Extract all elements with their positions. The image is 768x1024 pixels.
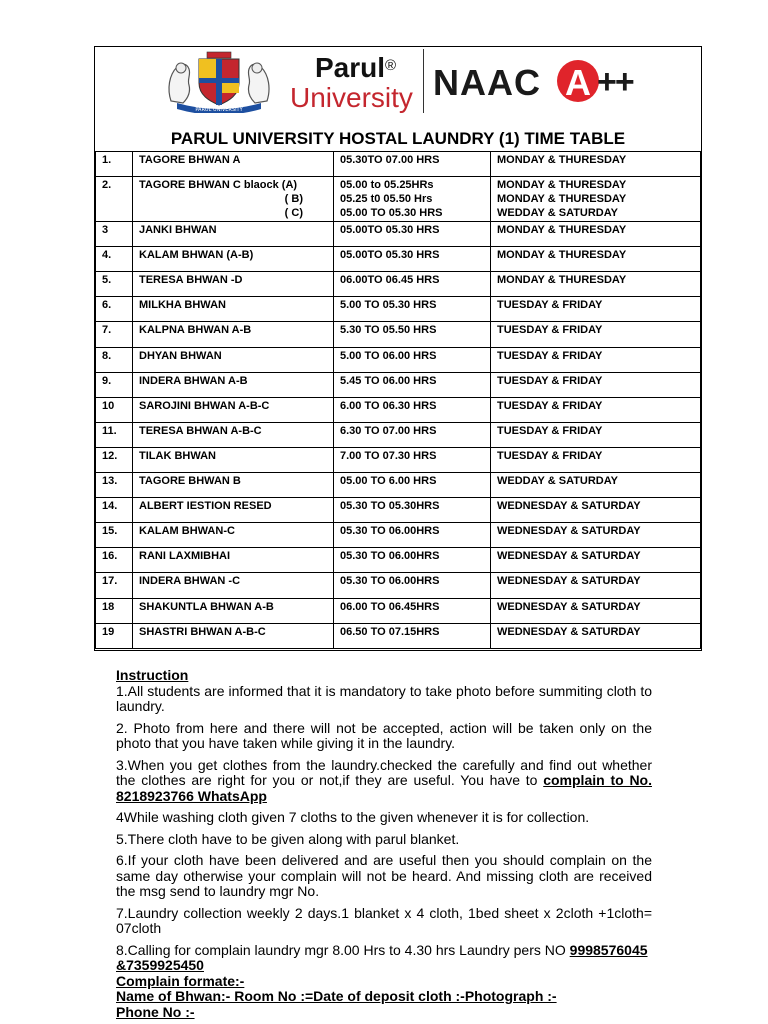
days-cell: TUESDAY & FRIDAY (491, 297, 701, 322)
days-cell: TUESDAY & FRIDAY (491, 422, 701, 447)
instruction-3: 3.When you get clothes from the laundry.checked the carefully and find out whether the clothes are right for you or not,if they are useful. You have to complain to No. 8218923766 WhatsApp (116, 756, 652, 804)
brand-wordmark (289, 51, 419, 113)
serial-cell: 7. (96, 322, 133, 347)
days-cell: WEDNESDAY & SATURDAY (491, 548, 701, 573)
serial-cell: 6. (96, 297, 133, 322)
days-cell: WEDNESDAY & SATURDAY (491, 523, 701, 548)
svg-text:PARUL UNIVERSITY: PARUL UNIVERSITY (195, 107, 243, 113)
bhwan-cell: SHASTRI BHWAN A-B-C (133, 623, 334, 648)
table-row (96, 422, 701, 447)
table-row (96, 247, 701, 272)
bhwan-cell: TAGORE BHWAN C blaock (A) ( B) ( C) (133, 177, 334, 222)
time-cell: 05.30 TO 05.30HRS (334, 498, 491, 523)
table-row (96, 573, 701, 598)
time-cell: 06.00TO 06.45 HRS (334, 272, 491, 297)
bhwan-cell: ALBERT IESTION RESED (133, 498, 334, 523)
bhwan-cell: DHYAN BHWAN (133, 347, 334, 372)
serial-cell: 13. (96, 473, 133, 498)
time-cell: 6.00 TO 06.30 HRS (334, 397, 491, 422)
naac-logo (433, 55, 643, 107)
table-row (96, 623, 701, 648)
brand-name: Parul® (315, 52, 397, 83)
table-row (96, 473, 701, 498)
table-row (96, 347, 701, 372)
laundry-timetable (95, 151, 701, 649)
instruction-2: 2. Photo from here and there will not be accepted, action will be taken only on the photo that you have taken while giving it in the laundry. (116, 719, 652, 751)
table-row (96, 447, 701, 472)
bhwan-cell: JANKI BHWAN (133, 222, 334, 247)
bhwan-cell: KALAM BHWAN (A-B) (133, 247, 334, 272)
whatsapp-complaint-number: complain to No. 8218923766 WhatsApp (116, 772, 652, 804)
days-cell: MONDAY & THURESDAY (491, 222, 701, 247)
time-cell: 05.30 TO 06.00HRS (334, 548, 491, 573)
table-row (96, 322, 701, 347)
time-cell: 6.30 TO 07.00 HRS (334, 422, 491, 447)
bhwan-cell: MILKHA BHWAN (133, 297, 334, 322)
complaint-format-heading: Complain formate:- (116, 972, 245, 989)
time-cell: 05.00TO 05.30 HRS (334, 222, 491, 247)
serial-cell: 3 (96, 222, 133, 247)
days-cell: WEDDAY & SATURDAY (491, 473, 701, 498)
header-divider (423, 49, 424, 113)
instruction-1: 1.All students are informed that it is mandatory to take photo before summiting cloth to laundry. (116, 682, 652, 714)
serial-cell: 19 (96, 623, 133, 648)
complaint-format-line: Name of Bhwan:- Room No :=Date of deposit cloth :-Photograph :- (116, 988, 557, 1004)
days-cell: TUESDAY & FRIDAY (491, 372, 701, 397)
bhwan-cell: TERESA BHWAN A-B-C (133, 422, 334, 447)
time-cell: 05.00TO 05.30 HRS (334, 247, 491, 272)
bhwan-cell: KALPNA BHWAN A-B (133, 322, 334, 347)
instructions-section (116, 668, 652, 1020)
days-cell: MONDAY & THURESDAY MONDAY & THURESDAY WEDDAY & SATURDAY (491, 177, 701, 222)
bhwan-cell: SHAKUNTLA BHWAN A-B (133, 598, 334, 623)
serial-cell: 1. (96, 152, 133, 177)
time-cell: 05.00 TO 6.00 HRS (334, 473, 491, 498)
instructions-heading: Instruction (116, 667, 189, 683)
days-cell: TUESDAY & FRIDAY (491, 447, 701, 472)
instruction-7: 7.Laundry collection weekly 2 days.1 blanket x 4 cloth, 1bed sheet x 2cloth +1cloth= 07cloth (116, 904, 652, 936)
table-row (96, 222, 701, 247)
serial-cell: 2. (96, 177, 133, 222)
table-row (96, 498, 701, 523)
letterhead (95, 47, 701, 151)
days-cell: MONDAY & THURESDAY (491, 247, 701, 272)
bhwan-cell: SAROJINI BHWAN A-B-C (133, 397, 334, 422)
time-cell: 5.45 TO 06.00 HRS (334, 372, 491, 397)
time-cell: 05.30 TO 06.00HRS (334, 523, 491, 548)
svg-text:A: A (565, 62, 591, 103)
brand-subtitle: University (290, 82, 413, 113)
naac-text: NAAC (433, 62, 541, 103)
table-row (96, 397, 701, 422)
instruction-5: 5.There cloth have to be given along with parul blanket. (116, 830, 460, 847)
bhwan-cell: TAGORE BHWAN A (133, 152, 334, 177)
serial-cell: 14. (96, 498, 133, 523)
serial-cell: 8. (96, 347, 133, 372)
serial-cell: 5. (96, 272, 133, 297)
days-cell: MONDAY & THURESDAY (491, 152, 701, 177)
university-crest-logo (163, 49, 275, 113)
serial-cell: 11. (96, 422, 133, 447)
time-cell: 05.30TO 07.00 HRS (334, 152, 491, 177)
bhwan-cell: INDERA BHWAN -C (133, 573, 334, 598)
serial-cell: 9. (96, 372, 133, 397)
serial-cell: 12. (96, 447, 133, 472)
complaint-phone-line: Phone No :- (116, 1003, 195, 1020)
page-title: PARUL UNIVERSITY HOSTAL LAUNDRY (1) TIME TABLE (170, 129, 626, 148)
time-cell: 06.50 TO 07.15HRS (334, 623, 491, 648)
serial-cell: 10 (96, 397, 133, 422)
days-cell: WEDNESDAY & SATURDAY (491, 498, 701, 523)
instruction-6: 6.If your cloth have been delivered and are useful then you should complain on the same day otherwise your complain will not be heard. And missing cloth are received the msg send to laundry mgr No. (116, 852, 652, 899)
time-cell: 7.00 TO 07.30 HRS (334, 447, 491, 472)
table-row (96, 272, 701, 297)
table-row (96, 177, 701, 222)
time-cell: 06.00 TO 06.45HRS (334, 598, 491, 623)
serial-cell: 18 (96, 598, 133, 623)
time-cell: 5.30 TO 05.50 HRS (334, 322, 491, 347)
table-row (96, 598, 701, 623)
bhwan-cell: TERESA BHWAN -D (133, 272, 334, 297)
time-cell: 5.00 TO 05.30 HRS (334, 297, 491, 322)
bhwan-cell: INDERA BHWAN A-B (133, 372, 334, 397)
laundry-phone-2: &7359925450 (116, 957, 204, 973)
bhwan-cell: TAGORE BHWAN B (133, 473, 334, 498)
days-cell: TUESDAY & FRIDAY (491, 397, 701, 422)
time-cell: 5.00 TO 06.00 HRS (334, 347, 491, 372)
time-cell: 05.00 to 05.25HRs 05.25 t0 05.50 Hrs 05.00 TO 05.30 HRS (334, 177, 491, 222)
table-row (96, 523, 701, 548)
table-row (96, 372, 701, 397)
days-cell: TUESDAY & FRIDAY (491, 322, 701, 347)
days-cell: TUESDAY & FRIDAY (491, 347, 701, 372)
table-row (96, 297, 701, 322)
days-cell: WEDNESDAY & SATURDAY (491, 623, 701, 648)
days-cell: WEDNESDAY & SATURDAY (491, 573, 701, 598)
time-cell: 05.30 TO 06.00HRS (334, 573, 491, 598)
instruction-4: 4While washing cloth given 7 cloths to the given whenever it is for collection. (116, 809, 590, 825)
table-row (96, 152, 701, 177)
serial-cell: 15. (96, 523, 133, 548)
serial-cell: 17. (96, 573, 133, 598)
bhwan-cell: KALAM BHWAN-C (133, 523, 334, 548)
bhwan-cell: RANI LAXMIBHAI (133, 548, 334, 573)
serial-cell: 4. (96, 247, 133, 272)
document-frame (94, 46, 702, 651)
table-row (96, 548, 701, 573)
instruction-8: 8.Calling for complain laundry mgr 8.00 Hrs to 4.30 hrs Laundry pers NO 9998576045 &7359925450 (116, 941, 648, 973)
bhwan-cell: TILAK BHWAN (133, 447, 334, 472)
days-cell: MONDAY & THURESDAY (491, 272, 701, 297)
registered-mark: ® (385, 57, 397, 74)
grade-badge-icon (555, 59, 601, 103)
serial-cell: 16. (96, 548, 133, 573)
grade-plus: ++ (597, 63, 633, 101)
laundry-phone-1: 9998576045 (569, 941, 648, 958)
days-cell: WEDNESDAY & SATURDAY (491, 598, 701, 623)
